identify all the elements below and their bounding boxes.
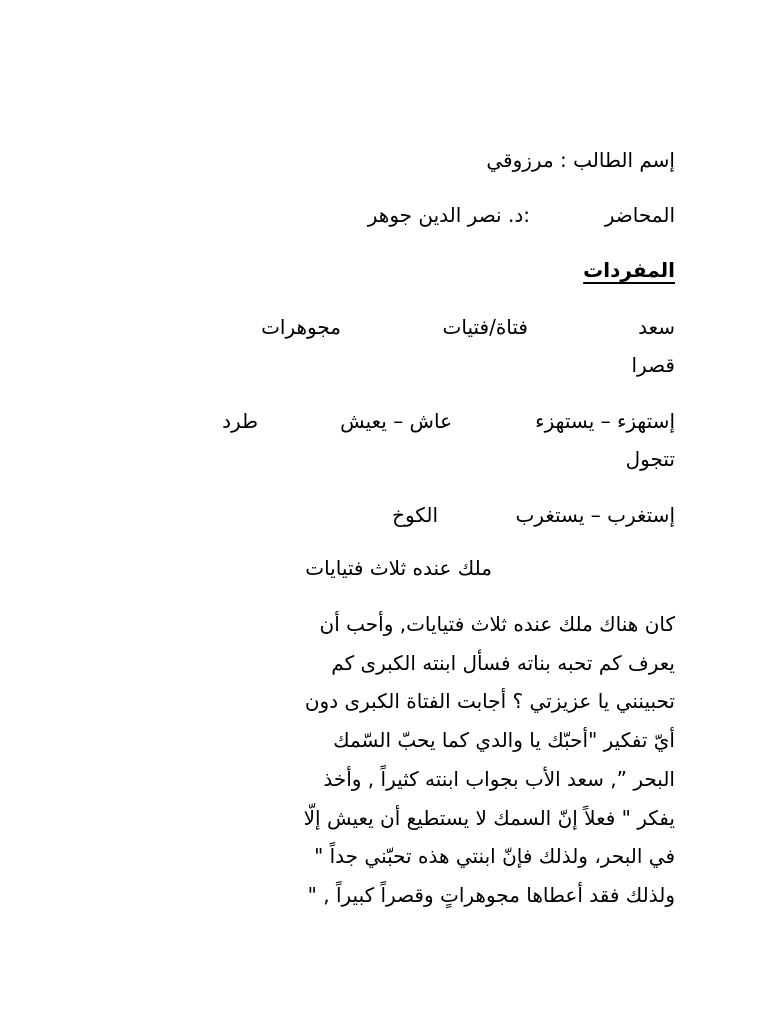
vocab-word: عاش – يعيش — [340, 409, 452, 433]
vocab-word: إستهزء – يستهزء — [535, 409, 675, 433]
lecturer-name: :د. نصر الدين جوهر — [367, 203, 530, 227]
vocab-word: الكوخ — [392, 503, 438, 527]
story-line: يعرف كم تحبه بناته فسأل ابنته الكبرى كم — [331, 650, 675, 675]
story-line: ولذلك فقد أعطاها مجوهراتٍ وقصراً كبيراً , " — [307, 882, 675, 907]
vocab-word: سعد — [638, 315, 675, 339]
story-line: يفكر " فعلاً إنّ السمك لا يستطيع أن يعيش إلّا — [303, 805, 675, 830]
vocab-word: قصرا — [631, 353, 675, 377]
story-line: أيّ تفكير "أحبّك يا والدي كما يحبّ السّمك — [333, 728, 675, 753]
vocab-word: فتاة/فتيات — [442, 315, 528, 339]
story-paragraph — [235, 605, 675, 915]
story-line: كان هناك ملك عنده ثلاث فتيايات, وأحب أن — [319, 612, 675, 636]
vocab-word: تتجول — [625, 447, 675, 471]
story-line: تحبينني يا عزيزتي ؟ أجابت الفتاة الكبرى دون — [304, 689, 675, 714]
vocab-word: إستغرب – يستغرب — [515, 503, 675, 527]
story-line: في البحر، ولذلك فإنّ ابنتي هذه تحبّني جداً " — [314, 844, 675, 869]
vocab-word: طرد — [222, 409, 258, 433]
story-line: البحر ”, سعد الأب بجواب ابنته كثيراً , وأخذ — [323, 766, 675, 791]
story-title: ملك عنده ثلاث فتيايات — [305, 556, 492, 580]
student-name-line: إسم الطالب : مرزوقي — [486, 148, 675, 172]
lecturer-label: المحاضر — [604, 203, 675, 227]
vocab-word: مجوهرات — [261, 315, 341, 339]
vocab-heading: المفردات — [583, 258, 675, 282]
